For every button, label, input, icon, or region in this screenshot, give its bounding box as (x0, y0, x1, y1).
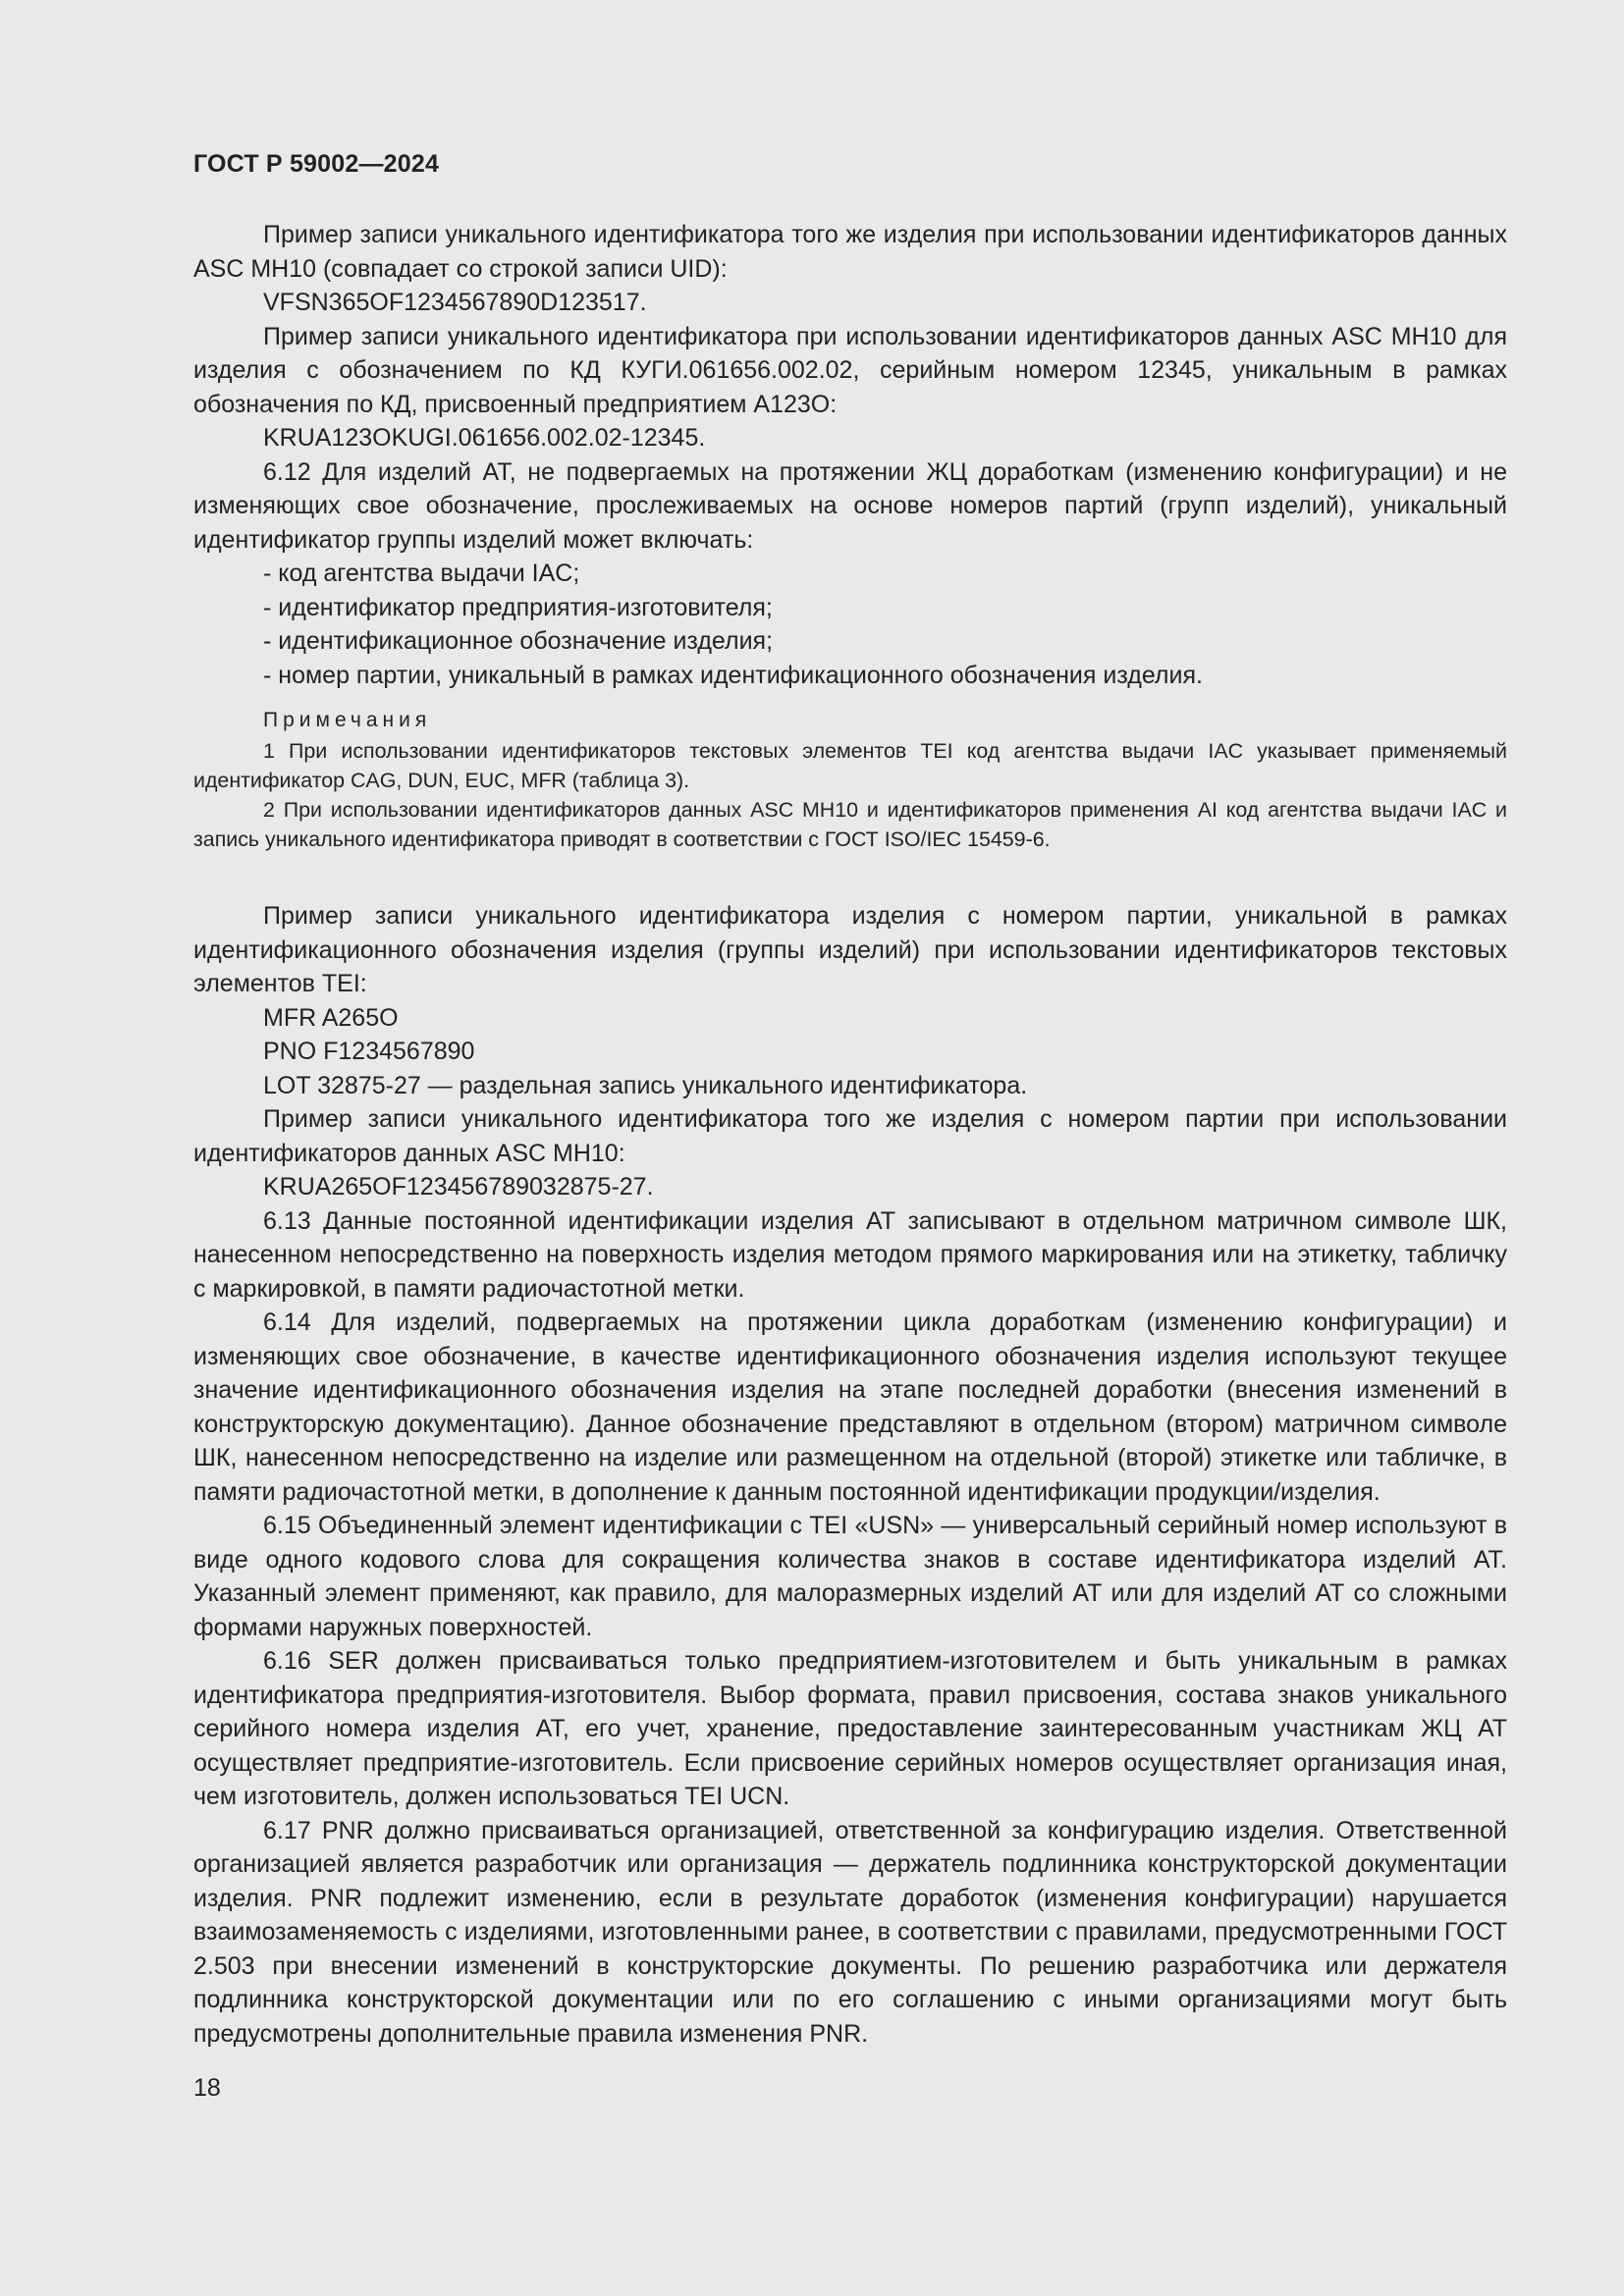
page-number: 18 (193, 2074, 221, 2102)
paragraph: Пример записи уникального идентификатора того же изделия при использовании идентификаторов данных ASC MH10 (совпадает со строкой записи UID): (193, 221, 1507, 283)
paragraph: 6.13 Данные постоянной идентификации изделия АТ записывают в отдельном матричном символе ШК, нанесенном непосредственно на поверхность изделия методом прямого маркирования или на этикетку, табличку с маркировкой, в памяти радиочастотной метки. (193, 1206, 1507, 1303)
paragraph: 6.14 Для изделий, подвергаемых на протяжении цикла доработкам (изменению конфигурации) и изменяющих свое обозначение, в качестве идентификационного обозначения изделия используют текущее значение идентификационного обозначения изделия на этапе последней доработки (внесения изменений в конструкторскую документацию). Данное обозначение представляют в отдельном (втором) матричном символе ШК, нанесенном непосредственно на изделие или размещенном на отдельной (второй) этикетке или табличке, в памяти радиочастотной метки, в дополнение к данным постоянной идентификации продукции/изделия. (193, 1308, 1507, 1506)
paragraph: 6.12 Для изделий АТ, не подвергаемых на протяжении ЖЦ доработкам (изменению конфигурации) и не изменяющих свое обозначение, прослеживаемых на основе номеров партий (групп изделий), уникальный идентификатор группы изделий может включать: (193, 457, 1507, 554)
example-line: - идентификатор предприятия-изготовителя; (263, 593, 773, 621)
example-line: KRUA265OF123456789032875-27. (263, 1173, 654, 1201)
example-line: KRUA123OKUGI.061656.002.02-12345. (263, 424, 706, 452)
example-line: PNO F1234567890 (263, 1038, 475, 1065)
paragraph: Пример записи уникального идентификатора изделия с номером партии, уникальной в рамках идентификационного обозначения изделия (группы изделий) при использовании идентификаторов текстовых элементов TEI: (193, 902, 1507, 997)
example-line: - идентификационное обозначение изделия; (263, 627, 774, 655)
spacer (193, 870, 1507, 883)
page-content (193, 147, 1507, 2051)
example-line: - номер партии, уникальный в рамках идентификационного обозначения изделия. (263, 661, 1203, 689)
paragraph: Пример записи уникального идентификатора при использовании идентификаторов данных ASC MH10 для изделия с обозначением по КД КУГИ.061656.002.02, серийным номером 12345, уникальным в рамках обозначения по КД, присвоенный предприятием A123O: (193, 322, 1507, 418)
paragraph: 6.15 Объединенный элемент идентификации с TEI «USN» — универсальный серийный номер используют в виде одного кодового слова для сокращения количества знаков в составе идентификатора изделий АТ. Указанный элемент применяют, как правило, для малоразмерных изделий АТ или для изделий АТ со сложными формами наружных поверхностей. (193, 1512, 1507, 1641)
note-item: 1 При использовании идентификаторов текстовых элементов TEI код агентства выдачи IAC указывает применяемый идентификатор CAG, DUN, EUC, MFR (таблица 3). (193, 739, 1507, 792)
example-line: LOT 32875-27 — раздельная запись уникального идентификатора. (263, 1071, 1028, 1099)
paragraph: 6.16 SER должен присваиваться только предприятием-изготовителем и быть уникальным в рамках идентификатора предприятия-изготовителя. Выбор формата, правил присвоения, состава знаков уникального серийного номера изделия АТ, его учет, хранение, предоставление заинтересованным участникам ЖЦ АТ осуществляет предприятие-изготовитель. Если присвоение серийных номеров осуществляет организация иная, чем изготовитель, должен использоваться TEI UCN. (193, 1647, 1507, 1810)
note-item: 2 При использовании идентификаторов данных ASC MH10 и идентификаторов применения AI код агентства выдачи IAC и запись уникального идентификатора приводят в соответствии с ГОСТ ISO/IEC 15459-6. (193, 798, 1507, 851)
example-line: MFR A265O (263, 1003, 399, 1032)
paragraph: Пример записи уникального идентификатора того же изделия с номером партии при использовании идентификаторов данных ASC MH10: (193, 1105, 1507, 1167)
example-line: VFSN365OF1234567890D123517. (263, 289, 647, 316)
notes-heading: Примечания (263, 709, 432, 731)
document-body (193, 218, 1507, 2051)
document-header: ГОСТ Р 59002—2024 (193, 150, 440, 178)
example-line: - код агентства выдачи IAC; (263, 560, 580, 587)
paragraph: 6.17 PNR должно присваиваться организацией, ответственной за конфигурацию изделия. Ответственной организацией является разработчик или организация — держатель подлинника конструкторской документации изделия. PNR подлежит изменению, если в результате доработок (изменения конфигурации) нарушается взаимозаменяемость с изделиями, изготовленными ранее, в соответствии с правилами, предусмотренными ГОСТ 2.503 при внесении изменений в конструкторские документы. По решению разработчика или держателя подлинника конструкторской документации или по его соглашению с иными организациями могут быть предусмотрены дополнительные правила изменения PNR. (193, 1816, 1507, 2048)
